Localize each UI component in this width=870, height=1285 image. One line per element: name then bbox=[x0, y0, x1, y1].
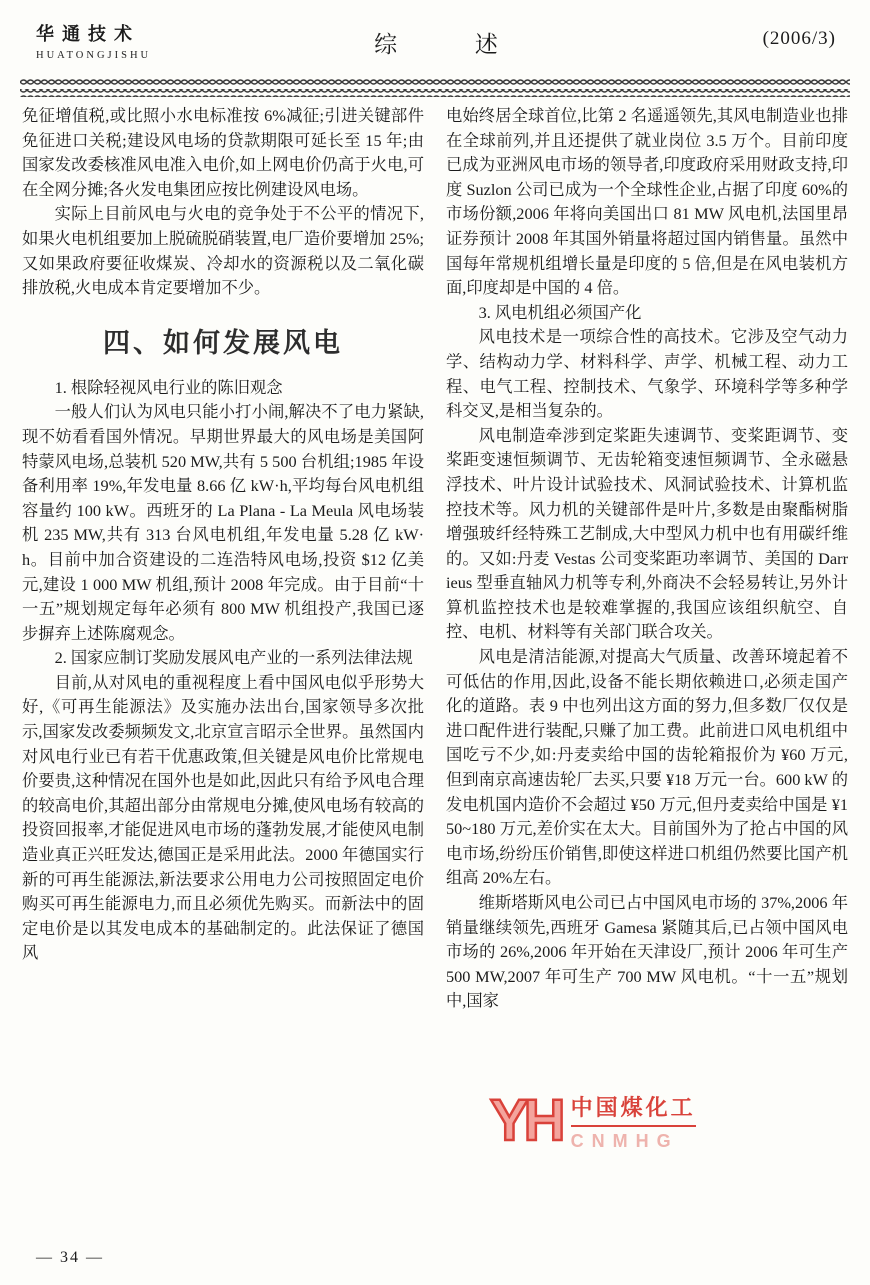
right-column bbox=[446, 104, 848, 1239]
wave-pattern-icon bbox=[20, 78, 850, 98]
content-columns bbox=[22, 104, 848, 1239]
watermark-logo-icon: YH bbox=[490, 1088, 561, 1154]
watermark-title-cn: 中国煤化工 bbox=[571, 1091, 696, 1127]
page-number: — 34 — bbox=[36, 1249, 104, 1266]
column-title: 综 述 bbox=[374, 32, 534, 57]
watermark-title-en: CNMHG bbox=[570, 1130, 679, 1151]
paragraph: 维斯塔斯风电公司已占中国风电市场的 37%,2006 年销量继续领先,西班牙 Gamesa 紧随其后,已占领中国风电市场的 26%,2006 年开始在天津设厂,预计 2006 年可生产 500 MW,2007 年可生产 700 MW 风电机。“十一五”规划中,国家 bbox=[446, 893, 848, 1011]
paragraph: 风电技术是一项综合性的高技术。它涉及空气动力学、结构动力学、材料科学、声学、机械工程、动力工程、电气工程、控制技术、气象学、环境科学等多种学科交叉,是相当复杂的。 bbox=[446, 327, 848, 421]
paragraph: 一般人们认为风电只能小打小闹,解决不了电力紧缺,现不妨看看国外情况。早期世界最大的风电场是美国阿特蒙风电场,总装机 520 MW,共有 5 500 台机组;1985 年设备利用率 19%,年发电量 8.66 亿 kW·h,平均每台风电机组容量约 100 kW。西班牙的 La Plana - La Meula 风电场装机 235 MW,共有 313 台风电机组,年发电量 5.28 亿 kW·h。目前中加合资建设的二连浩特风电场,投资 $12 亿美元,建设 1 000 MW 机组,预计 2008 年完成。由于目前“十一五”规划规定每年必须有 800 MW 机组投产,我国已逐步摒弃上述陈腐观念。 bbox=[22, 402, 424, 643]
journal-brand bbox=[36, 20, 151, 61]
journal-subtitle: HUATONGJISHU bbox=[36, 50, 152, 61]
page-header bbox=[36, 16, 836, 74]
paragraph: 免征增值税,或比照小水电标准按 6%减征;引进关键部件免征进口关税;建设风电场的贷款期限可延长至 15 年;由国家发改委核准风电准入电价,如上网电价仍高于火电,可在全网分摊;各火发电集团应按比例建设风电场。 bbox=[22, 106, 424, 199]
subsection-heading: 2. 国家应制订奖励发展风电产业的一系列法律法规 bbox=[54, 648, 413, 668]
subsection-heading: 1. 根除轻视风电行业的陈旧观念 bbox=[54, 377, 283, 397]
paragraph: 目前,从对风电的重视程度上看中国风电似乎形势大好,《可再生能源法》及实施办法出台,国家领导多次批示,国家发改委频频发文,北京宣言昭示全世界。虽然国内对风电行业已有若干优惠政策,但关键是风电价比常规电价要贵,这种情况在国外也是如此,因此只有给予风电合理的较高电价,其超出部分由常规电分摊,使风电场有较高的投资回报率,才能促进风电市场的蓬勃发展,才能使风电制造业真正兴旺发达,德国正是采用此法。2000 年德国实行新的可再生能源法,新法要求公用电力公司按照固定电价购买可再生能源电力,而且必须优先购买。而新法中的固定电价是以其发电成本的基础制定的。此法保证了德国风 bbox=[22, 672, 424, 963]
watermark-text-block bbox=[571, 1091, 696, 1152]
subsection-heading: 3. 风电机组必须国产化 bbox=[478, 302, 642, 322]
watermark bbox=[484, 1080, 724, 1162]
left-column bbox=[22, 104, 424, 1239]
issue-label: (2006/3) bbox=[762, 28, 836, 49]
journal-title: 华通技术 bbox=[36, 24, 140, 44]
paragraph: 风电是清洁能源,对提高大气质量、改善环境起着不可低估的作用,因此,设备不能长期依赖进口,必须走国产化的道路。表 9 中也列出这方面的努力,但多数厂仅仅是进口配件进行装配,只赚了加工费。此前进口风电机组中国吃亏不少,如:丹麦卖给中国的齿轮箱报价为 ¥60 万元,但到南京高速齿轮厂去买,只要 ¥18 万元一台。600 kW 的发电机国内造价不会超过 ¥50 万元,但丹麦卖给中国是 ¥150~180 万元,差价实在太大。目前国外为了抢占中国的风电市场,纷纷压价销售,即使这样进口机组仍然要比国产机组高 20%左右。 bbox=[446, 647, 848, 888]
paragraph: 风电制造牵涉到定桨距失速调节、变桨距调节、变桨距变速恒频调节、无齿轮箱变速恒频调节、全永磁悬浮技术、叶片设计试验技术、风洞试验技术、计算机监控技术等。风力机的关键部件是叶片,多数是由聚酯树脂增强玻纤经特殊工艺制成,大中型风力机中也有用碳纤维的。又如:丹麦 Vestas 公司变桨距功率调节、美国的 Darrieus 型垂直轴风力机等专利,外商决不会轻易转让,另外计算机监控技术也是较难掌握的,我国应该组织航空、自控、电机、材料等有关部门联合攻关。 bbox=[446, 425, 848, 642]
decorative-wave-rule bbox=[20, 78, 850, 98]
paragraph: 电始终居全球首位,比第 2 名遥遥领先,其风电制造业也排在全球前列,并且还提供了就业岗位 3.5 万个。目前印度已成为亚洲风电市场的领导者,印度政府采用财政支持,印度 Suzlon 公司已成为一个全球性企业,占据了印度 60%的市场份额,2006 年将向美国出口 81 MW 风电机,法国里昂证券预计 2008 年其国外销量将超过国内销售量。虽然中国每年常规机组增长量是印度的 5 倍,但是在风电装机方面,印度却是中国的 4 倍。 bbox=[446, 106, 848, 298]
paragraph: 实际上目前风电与火电的竞争处于不公平的情况下,如果火电机组要加上脱硫脱硝装置,电厂造价要增加 25%;又如果政府要征收煤炭、冷却水的资源税以及二氧化碳排放税,火电成本肯定要增加不少。 bbox=[22, 204, 424, 298]
section-heading: 四、如何发展风电 bbox=[103, 327, 343, 358]
